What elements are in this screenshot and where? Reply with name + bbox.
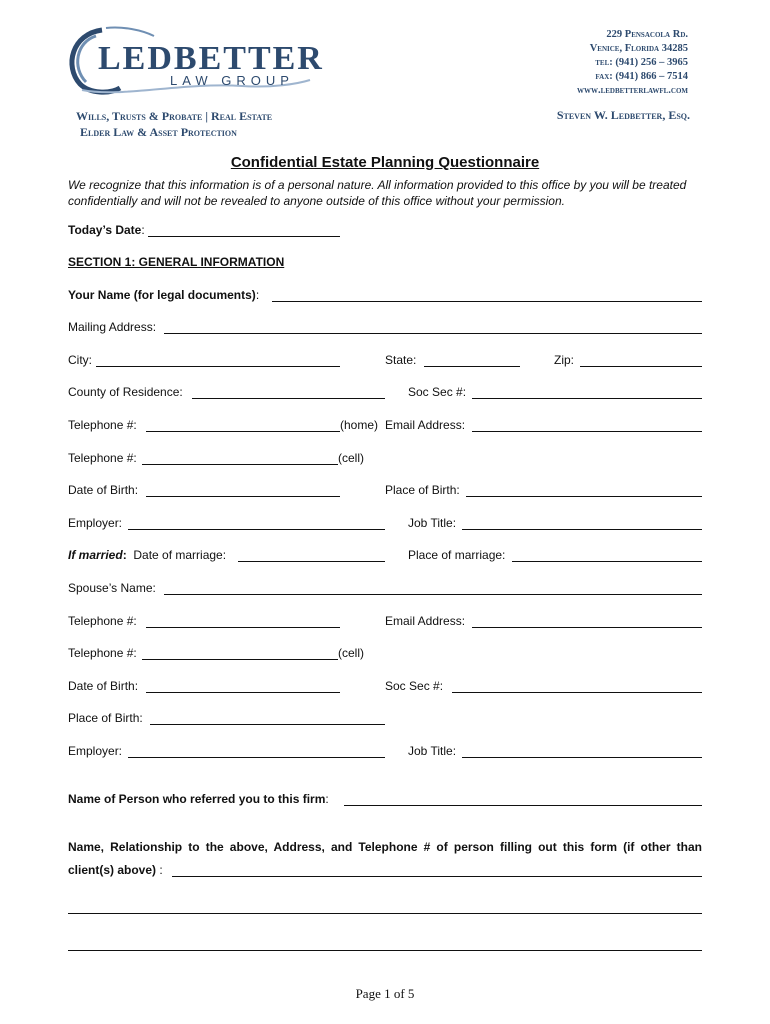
spouse-employer-row	[68, 744, 702, 760]
soc-sec-field[interactable]	[472, 398, 702, 399]
city-state-zip-row	[68, 353, 702, 369]
zip-field[interactable]	[580, 366, 702, 367]
job-title-label: Job Title:	[408, 516, 457, 530]
spouse-employer-label: Employer:	[68, 744, 123, 758]
city-field[interactable]	[96, 366, 340, 367]
spouse-dob-field[interactable]	[146, 692, 340, 693]
date-of-marriage-field[interactable]	[238, 561, 385, 562]
spouse-name-label: Spouse’s Name:	[68, 581, 156, 595]
telephone-label: Telephone #:	[68, 418, 137, 432]
state-label: State:	[385, 353, 417, 367]
your-name-field[interactable]	[272, 301, 702, 302]
county-row	[68, 385, 702, 401]
spouse-telephone-cell-label: Telephone #:	[68, 646, 137, 660]
dob-label: Date of Birth:	[68, 483, 139, 497]
filled-by-row-2	[68, 863, 702, 879]
telephone-home-field[interactable]	[146, 431, 340, 432]
spouse-job-title-label: Job Title:	[408, 744, 457, 758]
referred-by-row	[68, 792, 702, 808]
address-street: 229 Pensacola Rd.	[606, 29, 688, 40]
filled-by-row-4	[68, 937, 702, 953]
firm-address-block	[577, 28, 688, 98]
todays-date-field[interactable]	[148, 236, 340, 237]
filled-by-row	[68, 840, 702, 856]
zip-label: Zip:	[554, 353, 575, 367]
spouse-job-title-field[interactable]	[462, 757, 702, 758]
state-field[interactable]	[424, 366, 520, 367]
spouse-soc-sec-field[interactable]	[452, 692, 702, 693]
place-of-marriage-label: Place of marriage:	[408, 548, 506, 562]
soc-sec-label: Soc Sec #:	[408, 385, 467, 399]
practice-areas	[76, 108, 272, 140]
spouse-soc-sec-label: Soc Sec #:	[385, 679, 444, 693]
telephone-cell-label: Telephone #:	[68, 451, 137, 465]
telephone-cell-row	[68, 451, 702, 467]
email-label: Email Address:	[385, 418, 466, 432]
filled-by-field-3[interactable]	[68, 950, 702, 951]
practice-line-2: Elder Law & Asset Protection	[80, 125, 237, 139]
filled-by-field-2[interactable]	[68, 913, 702, 914]
spouse-cell-label: (cell)	[338, 646, 364, 660]
home-label: (home)	[340, 418, 379, 432]
practice-line-1: Wills, Trusts & Probate | Real Estate	[76, 109, 273, 123]
spouse-employer-field[interactable]	[128, 757, 385, 758]
job-title-field[interactable]	[462, 529, 702, 530]
dob-field[interactable]	[146, 496, 340, 497]
dob-row	[68, 483, 702, 499]
filled-by-label: Name, Relationship to the above, Address, and Telephone # of person filling out this form (if other than	[68, 840, 702, 854]
place-of-birth-label: Place of Birth:	[385, 483, 460, 497]
county-label: County of Residence:	[68, 385, 183, 399]
spouse-telephone-label: Telephone #:	[68, 614, 137, 628]
marriage-row	[68, 548, 702, 564]
todays-date-row	[68, 223, 702, 239]
address-fax: fax: (941) 866 – 7514	[595, 71, 688, 82]
address-city: Venice, Florida 34285	[589, 43, 688, 54]
mailing-address-label: Mailing Address:	[68, 320, 157, 334]
filled-by-row-3	[68, 900, 702, 916]
county-field[interactable]	[192, 398, 385, 399]
spouse-telephone-cell-field[interactable]	[142, 659, 338, 660]
firm-name: LEDBETTER	[98, 40, 324, 77]
spouse-telephone-field[interactable]	[146, 627, 340, 628]
spouse-name-row	[68, 581, 702, 597]
filled-by-field[interactable]	[172, 876, 702, 877]
address-website: www.ledbetterlawfl.com	[576, 85, 688, 96]
mailing-address-field[interactable]	[164, 333, 702, 334]
telephone-home-row	[68, 418, 702, 434]
spouse-place-of-birth-label: Place of Birth:	[68, 711, 143, 725]
todays-date-label: Today’s Date:	[68, 223, 145, 237]
email-field[interactable]	[472, 431, 702, 432]
page-number: Page 1 of 5	[355, 986, 415, 1001]
referred-by-field[interactable]	[344, 805, 702, 806]
intro-text: We recognize that this information is of a personal nature. All information provided to this office by you will be treated confidentially and will not be revealed to anyone outside of this office without your permission.	[68, 178, 687, 208]
place-of-birth-field[interactable]	[466, 496, 702, 497]
spouse-place-of-birth-field[interactable]	[150, 724, 385, 725]
section-1-heading: SECTION 1: GENERAL INFORMATION	[68, 255, 285, 269]
spouse-email-label: Email Address:	[385, 614, 466, 628]
city-label: City:	[68, 353, 92, 367]
spouse-place-of-birth-row	[68, 711, 702, 727]
spouse-dob-label: Date of Birth:	[68, 679, 139, 693]
employer-label: Employer:	[68, 516, 123, 530]
spouse-dob-row	[68, 679, 702, 695]
mailing-address-row	[68, 320, 702, 336]
filled-by-label-2: client(s) above) :	[68, 863, 163, 877]
employer-field[interactable]	[128, 529, 385, 530]
if-married-label: If married: Date of marriage:	[68, 548, 227, 562]
form-title: Confidential Estate Planning Questionnaire	[230, 154, 540, 171]
spouse-name-field[interactable]	[164, 594, 702, 595]
cell-label: (cell)	[338, 451, 364, 465]
address-tel: tel: (941) 256 – 3965	[595, 57, 688, 68]
firm-subtitle: LAW GROUP	[170, 73, 294, 88]
spouse-telephone-row	[68, 614, 702, 630]
employer-row	[68, 516, 702, 532]
your-name-row	[68, 288, 702, 304]
telephone-cell-field[interactable]	[142, 464, 338, 465]
your-name-label: Your Name (for legal documents):	[68, 288, 260, 302]
spouse-email-field[interactable]	[472, 627, 702, 628]
attorney-name: Steven W. Ledbetter, Esq.	[556, 108, 690, 122]
spouse-telephone-cell-row	[68, 646, 702, 662]
place-of-marriage-field[interactable]	[512, 561, 702, 562]
referred-by-label: Name of Person who referred you to this firm:	[68, 792, 329, 806]
